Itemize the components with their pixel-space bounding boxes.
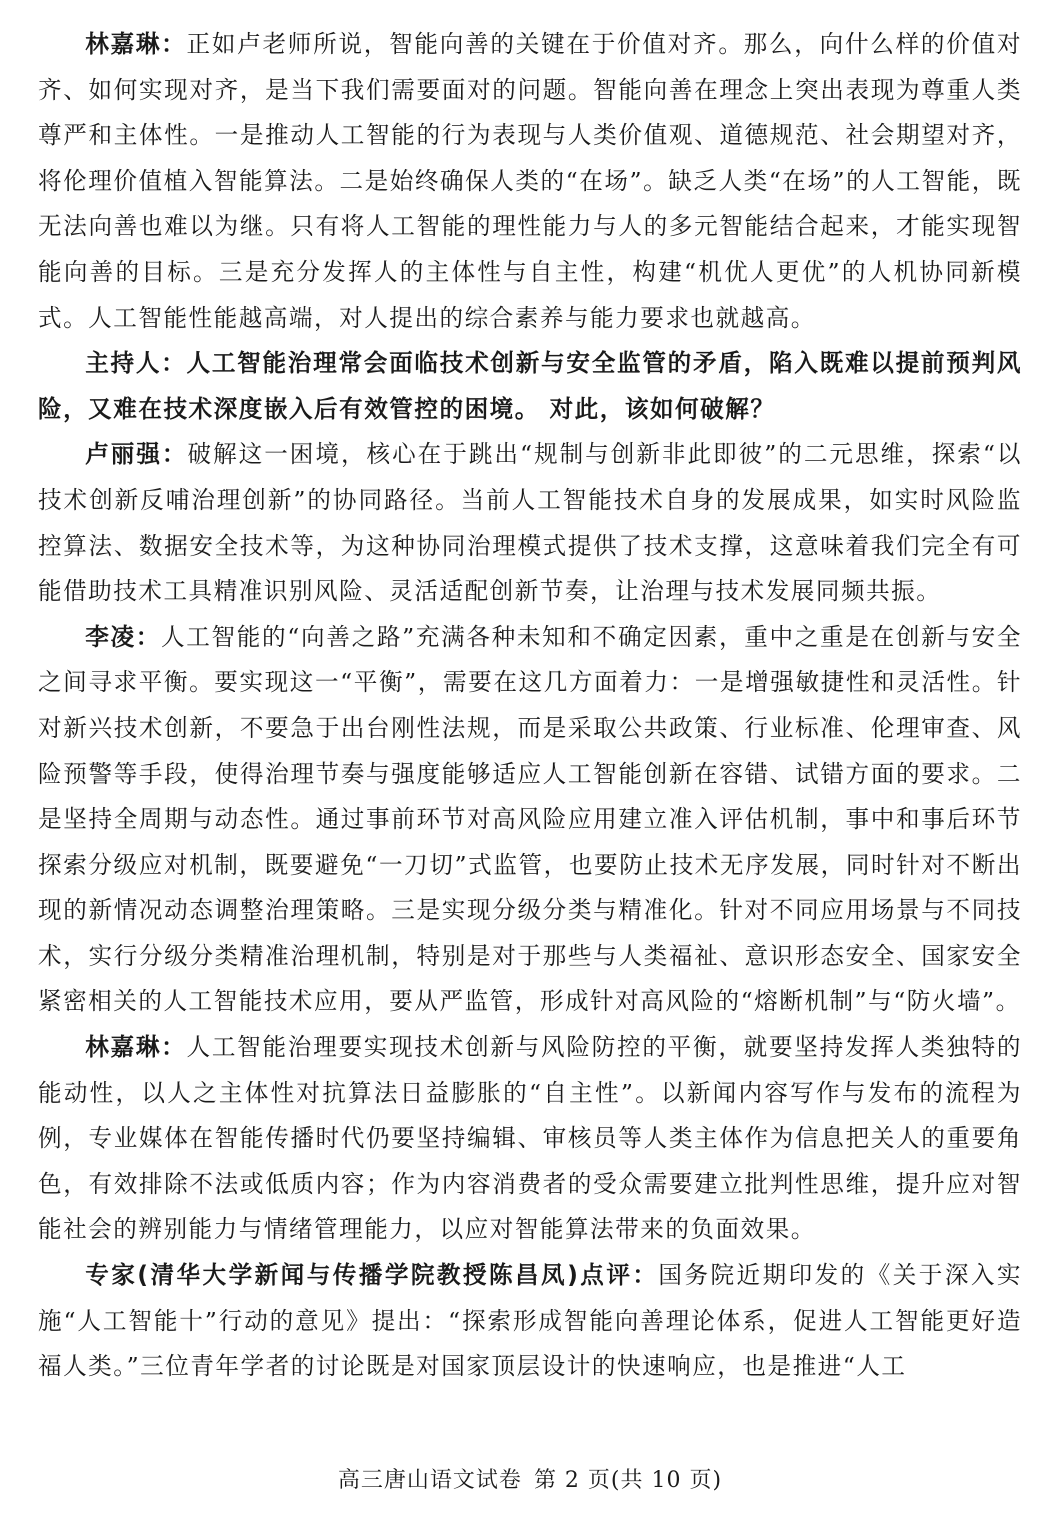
paragraph-text: 人工智能治理常会面临技术创新与安全监管的矛盾，陷入既难以提前预判风险，又难在技术深度嵌入后有效管控的困境。 对此，该如何破解？	[38, 349, 1023, 423]
speaker-label: 卢丽强：	[85, 440, 188, 469]
paragraph-expert	[38, 1253, 1022, 1390]
paragraph-text: 人工智能的“向善之路”充满各种未知和不确定因素，重中之重是在创新与安全之间寻求平衡。要实现这一“平衡”，需要在这几方面着力：一是增强敏捷性和灵活性。针对新兴技术创新，不要急于出台刚性法规，而是采取公共政策、行业标准、伦理审查、风险预警等手段，使得治理节奏与强度能够适应人工智能创新在容错、试错方面的要求。二是坚持全周期与动态性。通过事前环节对高风险应用建立准入评估机制，事中和事后环节探索分级应对机制，既要避免“一刀切”式监管，也要防止技术无序发展，同时针对不断出现的新情况动态调整治理策略。三是实现分级分类与精准化。针对不同应用场景与不同技术，实行分级分类精准治理机制，特别是对于那些与人类福祉、意识形态安全、国家安全紧密相关的人工智能技术应用，要从严监管，形成针对高风险的“熔断机制”与“防火墙”。	[38, 622, 1022, 1016]
speaker-label: 林嘉琳：	[85, 30, 187, 58]
paragraph-host	[38, 341, 1022, 432]
paragraph-text: 国务院近期印发的《关于深入实施“人工智能十”行动的意见》提出：“探索形成智能向善理论体系，促进人工智能更好造福人类。”三位青年学者的讨论既是对国家顶层设计的快速响应，也是推进“人工	[38, 1261, 1022, 1381]
speaker-label: 李凌：	[85, 622, 161, 651]
page-footer	[0, 1463, 1060, 1494]
speaker-label: 林嘉琳：	[85, 1033, 187, 1062]
paragraph-li	[38, 615, 1022, 1025]
paragraph-lu	[38, 432, 1022, 614]
footer-title: 高三唐山语文试卷	[337, 1468, 522, 1493]
speaker-label: 主持人：	[85, 349, 187, 378]
paragraph-text: 正如卢老师所说，智能向善的关键在于价值对齐。那么，向什么样的价值对齐、如何实现对齐，是当下我们需要面对的问题。智能向善在理念上突出表现为尊重人类尊严和主体性。一是推动人工智能的行为表现与人类价值观、道德规范、社会期望对齐，将伦理价值植入智能算法。二是始终确保人类的“在场”。缺乏人类“在场”的人工智能，既无法向善也难以为继。只有将人工智能的理性能力与人的多元智能结合起来，才能实现智能向善的目标。三是充分发挥人的主体性与自主性，构建“机优人更优”的人机协同新模式。人工智能性能越高端，对人提出的综合素养与能力要求也就越高。	[38, 30, 1023, 332]
paragraph-lin-1	[38, 22, 1022, 341]
paragraph-lin-2	[38, 1025, 1022, 1253]
paragraph-text: 破解这一困境，核心在于跳出“规制与创新非此即彼”的二元思维，探索“以技术创新反哺治理创新”的协同路径。当前人工智能技术自身的发展成果，如实时风险监控算法、数据安全技术等，为这种协同治理模式提供了技术支撑，这意味着我们完全有可能借助技术工具精准识别风险、灵活适配创新节奏，让治理与技术发展同频共振。	[38, 440, 1023, 606]
paragraph-text: 人工智能治理要实现技术创新与风险防控的平衡，就要坚持发挥人类独特的能动性，以人之主体性对抗算法日益膨胀的“自主性”。以新闻内容写作与发布的流程为例，专业媒体在智能传播时代仍要坚持编辑、审核员等人类主体作为信息把关人的重要角色，有效排除不法或低质内容；作为内容消费者的受众需要建立批判性思维，提升应对智能社会的辨别能力与情绪管理能力，以应对智能算法带来的负面效果。	[38, 1033, 1023, 1244]
footer-page-number: 第 2 页(共 10 页)	[533, 1468, 723, 1493]
speaker-label: 专家(清华大学新闻与传播学院教授陈昌凤)点评：	[85, 1261, 659, 1290]
